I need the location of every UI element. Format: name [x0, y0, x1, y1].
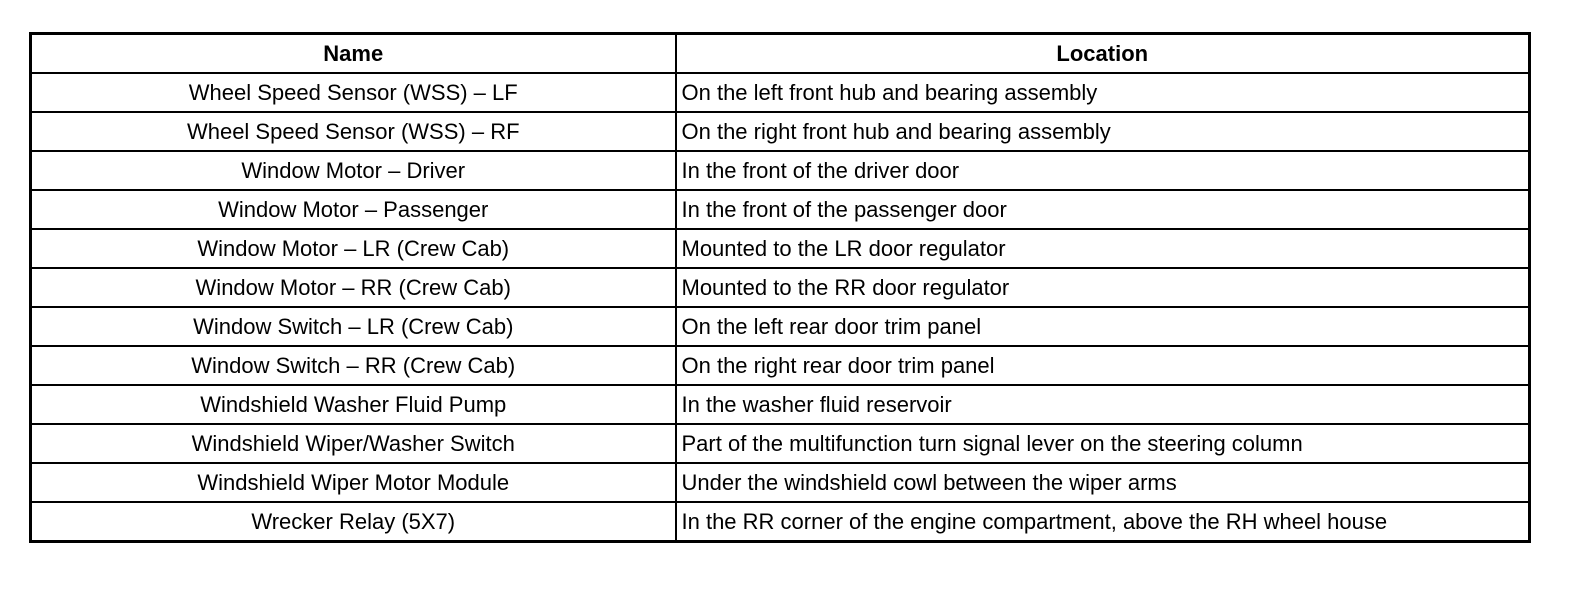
- table-row: [31, 151, 1530, 190]
- component-name-cell: Window Motor – Passenger: [31, 190, 676, 229]
- table-row: [31, 112, 1530, 151]
- component-name-cell: Window Motor – RR (Crew Cab): [31, 268, 676, 307]
- component-name-cell: Window Motor – Driver: [31, 151, 676, 190]
- component-location-table: [29, 32, 1531, 543]
- component-name-cell: Window Switch – LR (Crew Cab): [31, 307, 676, 346]
- component-name-cell: Windshield Wiper Motor Module: [31, 463, 676, 502]
- table-row: [31, 346, 1530, 385]
- component-location-cell: Mounted to the LR door regulator: [676, 229, 1530, 268]
- component-name-cell: Window Motor – LR (Crew Cab): [31, 229, 676, 268]
- table-row: [31, 229, 1530, 268]
- component-location-cell: Part of the multifunction turn signal lever on the steering column: [676, 424, 1530, 463]
- component-name-cell: Wheel Speed Sensor (WSS) – RF: [31, 112, 676, 151]
- column-header-location: Location: [676, 34, 1530, 74]
- table-row: [31, 424, 1530, 463]
- component-name-cell: Wrecker Relay (5X7): [31, 502, 676, 542]
- table-row: [31, 385, 1530, 424]
- table-row: [31, 463, 1530, 502]
- component-location-cell: Mounted to the RR door regulator: [676, 268, 1530, 307]
- component-name-cell: Window Switch – RR (Crew Cab): [31, 346, 676, 385]
- component-name-cell: Wheel Speed Sensor (WSS) – LF: [31, 73, 676, 112]
- component-location-cell: In the RR corner of the engine compartment, above the RH wheel house: [676, 502, 1530, 542]
- component-location-cell: Under the windshield cowl between the wiper arms: [676, 463, 1530, 502]
- component-name-cell: Windshield Wiper/Washer Switch: [31, 424, 676, 463]
- component-location-cell: On the right front hub and bearing assembly: [676, 112, 1530, 151]
- component-location-cell: On the left rear door trim panel: [676, 307, 1530, 346]
- table-row: [31, 73, 1530, 112]
- component-location-cell: In the front of the passenger door: [676, 190, 1530, 229]
- table-header-row: [31, 34, 1530, 74]
- table-row: [31, 307, 1530, 346]
- table-row: [31, 268, 1530, 307]
- component-location-cell: On the left front hub and bearing assembly: [676, 73, 1530, 112]
- component-location-cell: On the right rear door trim panel: [676, 346, 1530, 385]
- table-row: [31, 502, 1530, 542]
- component-location-cell: In the washer fluid reservoir: [676, 385, 1530, 424]
- table-row: [31, 190, 1530, 229]
- column-header-name: Name: [31, 34, 676, 74]
- component-name-cell: Windshield Washer Fluid Pump: [31, 385, 676, 424]
- component-location-cell: In the front of the driver door: [676, 151, 1530, 190]
